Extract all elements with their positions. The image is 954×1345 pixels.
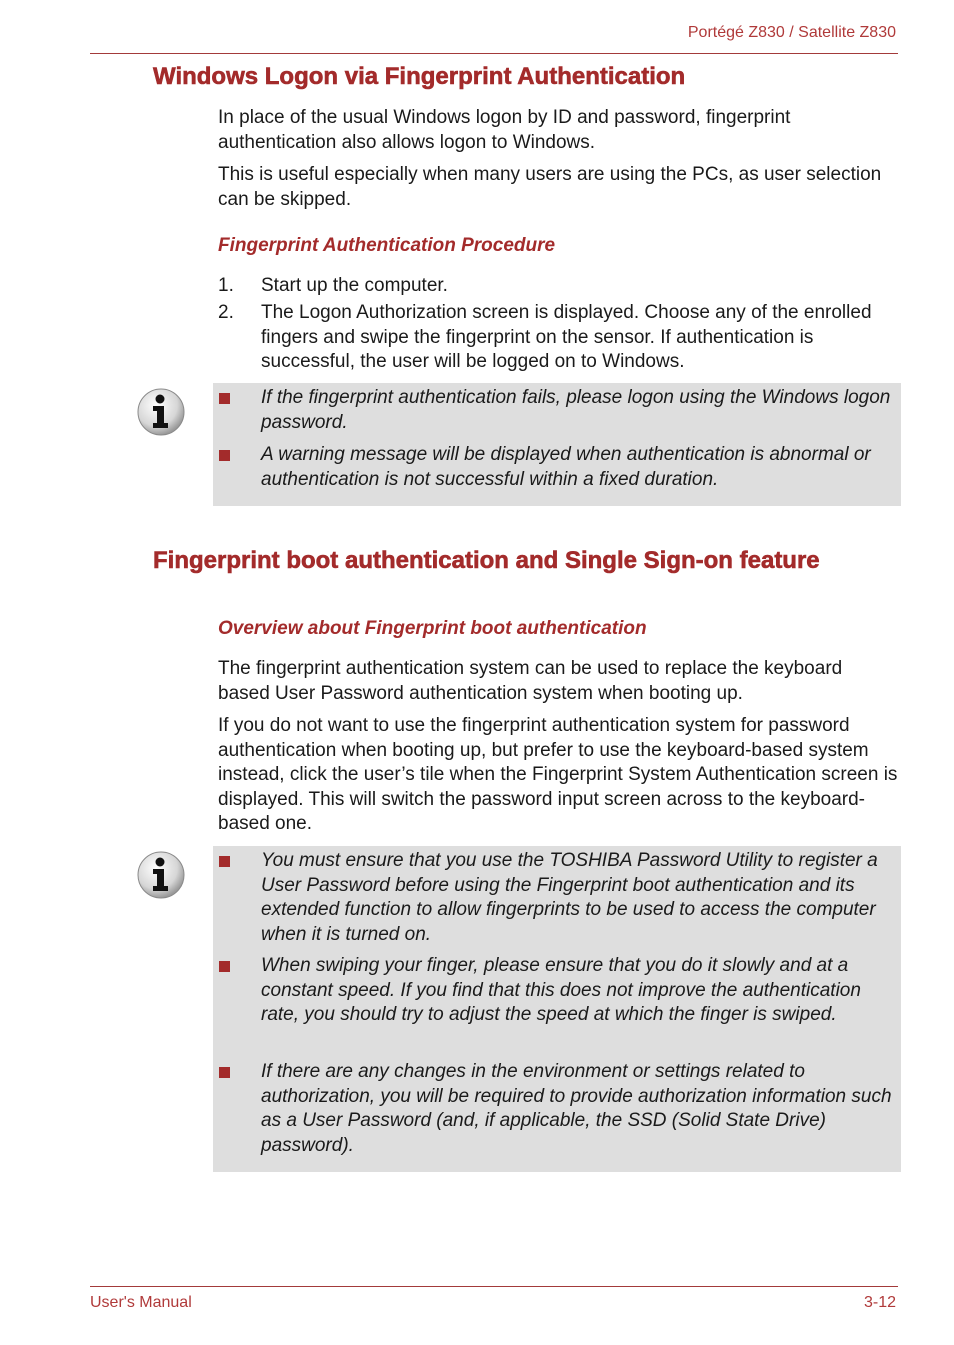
note-text: A warning message will be displayed when authentication is abnormal or authentication is not successful within a fixed duration.	[261, 444, 871, 490]
footer-manual-title: User's Manual	[90, 1294, 192, 1311]
running-header: Portégé Z830 / Satellite Z830	[687, 24, 896, 41]
bullet	[219, 393, 230, 404]
note-text: You must ensure that you use the TOSHIBA Password Utility to register a User Password before using the Fingerprint boot authentication and its extended function to allow fingerprints to be used to access the computer when it is turned on.	[261, 850, 878, 945]
list-item-text: The Logon Authorization screen is displayed. Choose any of the enrolled fingers and swipe the fingerprint on the sensor. If authentication is successful, the user will be logged on to Windows.	[261, 302, 872, 372]
section-heading-fingerprint-boot: Fingerprint boot authentication and Single Sign-on feature	[153, 547, 820, 574]
section-heading-windows-logon: Windows Logon via Fingerprint Authentication	[153, 63, 686, 90]
paragraph: If you do not want to use the fingerprint authentication system for password authentication when booting up, but prefer to use the keyboard-based system instead, click the user’s tile when the Fingerprint System Authentication screen is displayed. This will switch the password input screen across to the keyboard-based one.	[218, 715, 898, 834]
info-icon	[136, 387, 186, 437]
bullet	[219, 961, 230, 972]
footer-rule	[90, 1286, 898, 1287]
paragraph: This is useful especially when many users are using the PCs, as user selection can be skipped.	[218, 164, 882, 210]
page-number: 3-12	[863, 1294, 896, 1311]
header-rule	[90, 53, 898, 54]
list-item-text: Start up the computer.	[261, 275, 448, 296]
bullet	[219, 856, 230, 867]
note-text: If the fingerprint authentication fails, please logon using the Windows logon password.	[261, 387, 891, 433]
note-text: If there are any changes in the environment or settings related to authorization, you will be required to provide authorization information such as a User Password (and, if applicable, the SSD (Solid State Drive) password).	[261, 1061, 892, 1156]
list-item-number: 2.	[218, 302, 234, 323]
subheading-overview: Overview about Fingerprint boot authentication	[218, 618, 647, 639]
info-icon	[136, 850, 186, 900]
bullet	[219, 1067, 230, 1078]
note-text: When swiping your finger, please ensure that you do it slowly and at a constant speed. If you find that this does not improve the authentication rate, you should try to adjust the speed at which the finger is swiped.	[261, 955, 861, 1025]
subheading-procedure: Fingerprint Authentication Procedure	[218, 235, 556, 256]
bullet	[219, 450, 230, 461]
list-item-number: 1.	[218, 275, 234, 296]
paragraph: In place of the usual Windows logon by ID and password, fingerprint authentication also allows logon to Windows.	[218, 107, 791, 153]
paragraph: The fingerprint authentication system can be used to replace the keyboard based User Password authentication system when booting up.	[218, 658, 843, 704]
